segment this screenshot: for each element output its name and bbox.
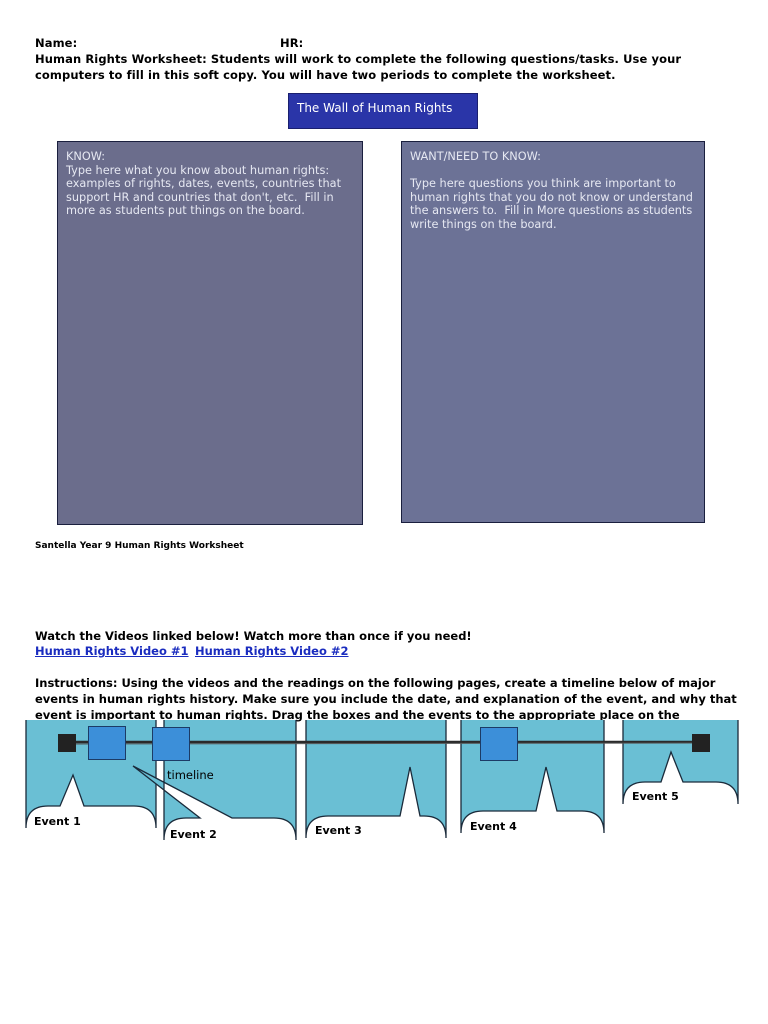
know-textbox[interactable]: KNOW: Type here what you know about human rights: examples of rights, dates, events, countries that support HR and countries that don't, etc. Fill in more as students put things on the board.: [57, 141, 363, 525]
want-to-know-textbox[interactable]: WANT/NEED TO KNOW: Type here questions you think are important to human rights that you do not know or understand the answers to. Fill in More questions as students write things on the board.: [401, 141, 705, 523]
name-label: Name:: [35, 36, 78, 50]
event-3-callout: [306, 720, 446, 838]
instructions-line-1: Instructions: Using the videos and the readings on the following pages, create a timeline below of major: [35, 676, 716, 690]
event-2-label[interactable]: Event 2: [170, 828, 217, 841]
event-3-label[interactable]: Event 3: [315, 824, 362, 837]
instructions-line-2: events in human rights history. Make sure you include the date, and explanation of the event, and why that: [35, 692, 737, 706]
timeline-label: timeline: [167, 768, 214, 782]
hr-label: HR:: [280, 36, 304, 50]
videos-heading: Watch the Videos linked below! Watch more than once if you need!: [35, 629, 472, 643]
instructions-line-3: event is important to human rights. Drag the boxes and the events to the appropriate place on the: [35, 708, 680, 722]
timeline-graphic: [0, 720, 768, 1024]
video-link-1[interactable]: Human Rights Video #1: [35, 644, 189, 658]
timeline-marker-3[interactable]: [480, 727, 518, 761]
timeline-start-cap: [58, 734, 76, 752]
event-1-label[interactable]: Event 1: [34, 815, 81, 828]
intro-line-2: computers to fill in this soft copy. You will have two periods to complete the worksheet.: [35, 68, 616, 82]
video-link-2[interactable]: Human Rights Video #2: [195, 644, 349, 658]
wall-title: The Wall of Human Rights: [288, 93, 478, 129]
timeline-end-cap: [692, 734, 710, 752]
event-4-label[interactable]: Event 4: [470, 820, 517, 833]
timeline-marker-1[interactable]: [88, 726, 126, 760]
event-5-label[interactable]: Event 5: [632, 790, 679, 803]
intro-line-1: Human Rights Worksheet: Students will work to complete the following questions/tasks. Use your: [35, 52, 682, 66]
page-footer: Santella Year 9 Human Rights Worksheet: [35, 541, 244, 551]
timeline-marker-2[interactable]: [152, 727, 190, 761]
